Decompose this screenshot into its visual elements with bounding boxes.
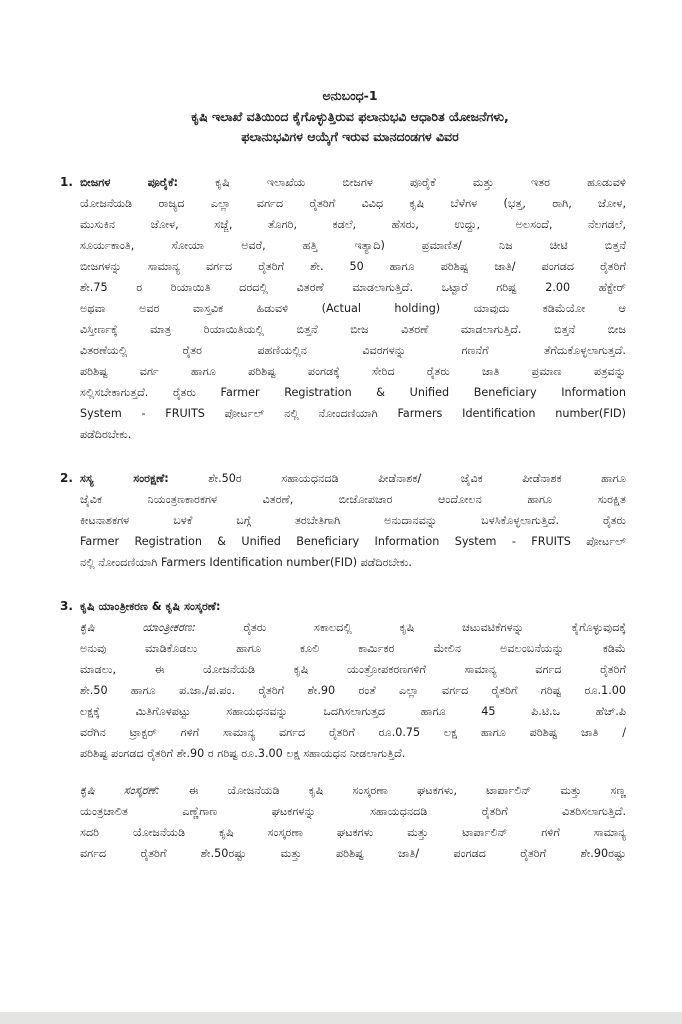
section-2-line: Farmer Registration & Unified Beneficiary Information System - FRUITS ಪೋರ್ಟಲ್ xyxy=(80,535,626,548)
section-3-para-1-line: ಅನುವು ಮಾಡಿಕೊಡಲು ಹಾಗೂ ಕೂಲಿ ಕಾರ್ಮಿಕರ ಮೇಲಿನ ಅವಲಂಬನೆಯನ್ನು ಕಡಿಮೆ xyxy=(80,642,626,655)
section-1-line: ಸಲ್ಲಿಸಬೇಕಾಗುತ್ತದೆ. ರೈತರು Farmer Registration & Unified Beneficiary Information xyxy=(80,386,626,399)
section-3-para-1-line: ಲಕ್ಷಕ್ಕೆ ಮಿತಿಗೊಳಪಟ್ಟು ಸಹಾಯಧನವನ್ನು ಒದಗಿಸಲಾಗುತ್ತದ ಹಾಗೂ 45 ಪಿ.ಟಿ.ಒ ಹೆಚ್.ಪಿ xyxy=(80,705,626,718)
section-2-line: ನಲ್ಲಿ ನೋಂದಣಿಯಾಗಿ Farmers Identification number(FID) ಪಡೆದಿರಬೇಕು. xyxy=(80,556,412,569)
processing-label: ಕೃಷಿ ಸಂಸ್ಕರಣೆ: xyxy=(80,784,160,797)
section-1-line: ಪರಿಶಿಷ್ಟ ವರ್ಗ ಹಾಗೂ ಪರಿಶಿಷ್ಟ ಪಂಗಡಕ್ಕೆ ಸೇರಿದ ರೈತರು ಜಾತಿ ಪ್ರಮಾಣ ಪತ್ರವನ್ನು xyxy=(80,365,626,378)
section-3-para-2-line: ಸದರಿ ಯೋಜನೆಯಡಿ ಕೃಷಿ ಸಂಸ್ಕರಣಾ ಘಟಕಗಳು ಮತ್ತು ಟಾರ್ಪಾಲಿನ್ ಗಳಿಗೆ ಸಾಮಾನ್ಯ xyxy=(80,826,626,839)
section-1-line: ಸೂರ್ಯಕಾಂತಿ, ಸೋಯಾ ಅವರೆ, ಹತ್ತಿ ಇತ್ಯಾದಿ) ಪ್ರಮಾಣಿತ/ ನಿಜ ಚೀಟಿ ಬಿತ್ತನೆ xyxy=(80,239,626,252)
section-3-para-1-line: ಕೃಷಿ ಯಾಂತ್ರೀಕರಣ: ರೈತರು ಸಕಾಲದಲ್ಲಿ ಕೃಷಿ ಚಟುವಟಿಕೆಗಳನ್ನು ಕೈಗೊಳ್ಳುವುದಕ್ಕೆ xyxy=(80,621,626,634)
section-3-title: ಕೃಷಿ ಯಾಂತ್ರೀಕರಣ & ಕೃಷಿ ಸಂಸ್ಕರಣೆ: xyxy=(80,600,221,613)
section-1-line: ವಿಸ್ತೀರ್ಣಕ್ಕೆ ಮಾತ್ರ ರಿಯಾಯಿತಿಯಲ್ಲಿ ಬಿತ್ತನೆ ಬೀಜ ವಿತರಣೆ ಮಾಡಲಾಗುತ್ತಿದೆ. ಬಿತ್ತನೆ ಬೀಜ xyxy=(80,323,626,336)
section-1-line: ಮುಸುಕಿನ ಜೋಳ, ಸಜ್ಜೆ, ತೊಗರಿ, ಕಡಲೆ, ಹೆಸರು, ಉದ್ದು, ಅಲಸಂದೆ, ನೆಲಗಡಲೆ, xyxy=(80,218,626,231)
section-1-line: System - FRUITS ಪೋರ್ಟಲ್ ನಲ್ಲಿ ನೋಂದಣಿಯಾಗಿ Farmers Identification number(FID) xyxy=(80,407,626,420)
section-1-line: ಪಡೆದಿರಬೇಕು. xyxy=(80,428,132,441)
section-2-number: 2. xyxy=(60,471,73,485)
section-3-number: 3. xyxy=(60,599,73,613)
section-3-para-1-line: ವರೆಗಿನ ಟ್ರಾಕ್ಟರ್ ಗಳಿಗೆ ಸಾಮಾನ್ಯ ವರ್ಗದ ರೈತರಿಗೆ ರೂ.0.75 ಲಕ್ಷ ಹಾಗೂ ಪರಿಶಿಷ್ಟ ಜಾತಿ / xyxy=(80,726,626,739)
mechanization-label: ಕೃಷಿ ಯಾಂತ್ರೀಕರಣ: xyxy=(80,621,196,634)
section-1-line: ಬೀಜಗಳ ಪೂರೈಕೆ: ಕೃಷಿ ಇಲಾಖೆಯ ಬೀಜಗಳ ಪೂರೈಕೆ ಮತ್ತು ಇತರ ಹೂಡುವಳಿ xyxy=(80,176,626,189)
document-title-line-2: ಫಲಾನುಭವಿಗಳ ಆಯ್ಕೆಗೆ ಇರುವ ಮಾನದಂಡಗಳ ವಿವರ xyxy=(241,129,459,144)
section-3-para-2-line: ವರ್ಗದ ರೈತರಿಗೆ ಶೇ.50ರಷ್ಟು ಮತ್ತು ಪರಿಶಿಷ್ಟ ಜಾತಿ/ ಪಂಗಡದ ರೈತರಿಗೆ ಶೇ.90ರಷ್ಟು xyxy=(80,847,626,860)
section-2-title: ಸಸ್ಯ ಸಂರಕ್ಷಣೆ: xyxy=(80,472,169,485)
section-2-line: ಕೀಟನಾಶಕಗಳ ಬಳಕೆ ಬಗ್ಗೆ ತರಬೇತಿಗಾಗಿ ಅನುದಾನವನ್ನು ಬಳಸಿಕೊಳ್ಳಲಾಗುತ್ತಿದೆ. ರೈತರು xyxy=(80,514,626,527)
page-bottom-edge xyxy=(0,1012,682,1024)
section-1-line: ಬೀಜಗಳನ್ನು ಸಾಮಾನ್ಯ ವರ್ಗದ ರೈತರಿಗೆ ಶೇ. 50 ಹಾಗೂ ಪರಿಶಿಷ್ಟ ಜಾತಿ/ ಪಂಗಡದ ರೈತರಿಗೆ xyxy=(80,260,626,273)
section-3-para-2-line: ಯಂತ್ರಚಾಲಿತ ಎಣ್ಣೆಗಾಣ ಘಟಕಗಳನ್ನು ಸಹಾಯಧನದಡಿ ರೈತರಿಗೆ ವಿತರಿಸಲಾಗುತ್ತಿದೆ. xyxy=(80,805,626,818)
section-3-para-1-line: ಪರಿಶಿಷ್ಟ ಪಂಗಡದ ರೈತರಿಗೆ ಶೇ.90 ರ ಗರಿಷ್ಟ ರೂ.3.00 ಲಕ್ಷ ಸಹಾಯಧನ ನೀಡಲಾಗುತ್ತಿದೆ. xyxy=(80,747,406,760)
section-2-line: ಸಸ್ಯ ಸಂರಕ್ಷಣೆ: ಶೇ.50ರ ಸಹಾಯಧನದಡಿ ಪೀಡೆನಾಶಕ/ ಜೈವಿಕ ಪೀಡೆನಾಶಕ ಹಾಗೂ xyxy=(80,472,626,485)
section-3-para-1-line: ಶೇ.50 ಹಾಗೂ ಪ.ಜಾ./ಪ.ಪಂ. ರೈತರಿಗೆ ಶೇ.90 ರಂತೆ ಎಲ್ಲಾ ವರ್ಗದ ರೈತರಿಗೆ ಗರಿಷ್ಟ ರೂ.1.00 xyxy=(80,684,626,697)
section-1-line: ಶೇ.75 ರ ರಿಯಾಯಿತಿ ದರದಲ್ಲಿ ವಿತರಣೆ ಮಾಡಲಾಗುತ್ತಿದೆ. ಒಟ್ಟಾರೆ ಗರಿಷ್ಟ 2.00 ಹೆಕ್ಟೇರ್ xyxy=(80,281,626,294)
section-1-line: ಯೋಜನೆಯಡಿ ರಾಜ್ಯದ ಎಲ್ಲಾ ವರ್ಗದ ರೈತರಿಗೆ ವಿವಿಧ ಕೃಷಿ ಬೆಳೆಗಳ (ಭತ್ತ, ರಾಗಿ, ಜೋಳ, xyxy=(80,197,626,210)
section-2-line: ಜೈವಿಕ ನಿಯಂತ್ರಣಕಾರಕಗಳ ವಿತರಣೆ, ಬೀಜೋಪಚಾರ ಆಂದೋಲನ ಹಾಗೂ ಸುರಕ್ಷಿತ xyxy=(80,493,626,506)
section-1-title: ಬೀಜಗಳ ಪೂರೈಕೆ: xyxy=(80,176,179,189)
section-3-para-1-line: ಮಾಡಲು, ಈ ಯೋಜನೆಯಡಿ ಕೃಷಿ ಯಂತ್ರೋಪಕರಣಗಳಿಗೆ ಸಾಮಾನ್ಯ ವರ್ಗದ ರೈತರಿಗೆ xyxy=(80,663,626,676)
section-3-para-2-line: ಕೃಷಿ ಸಂಸ್ಕರಣೆ: ಈ ಯೋಜನೆಯಡಿ ಕೃಷಿ ಸಂಸ್ಕರಣಾ ಘಟಕಗಳು, ಟಾರ್ಪಾಲಿನ್ ಮತ್ತು ಸಣ್ಣ xyxy=(80,784,626,797)
document-title-line-1: ಕೃಷಿ ಇಲಾಖೆ ವತಿಯಿಂದ ಕೈಗೊಳ್ಳುತ್ತಿರುವ ಫಲಾನುಭವಿ ಆಧಾರಿತ ಯೋಜನೆಗಳು, xyxy=(191,109,509,124)
annexure-title: ಅನುಬಂಧ-1 xyxy=(322,88,378,103)
section-1-line: ಅಥವಾ ಅವರ ವಾಸ್ತವಿಕ ಹಿಡುವಳಿ (Actual holding) ಯಾವುದು ಕಡಿಮೆಯೋ ಆ xyxy=(80,302,626,315)
section-1-number: 1. xyxy=(60,175,73,189)
section-1-line: ವಿತರಣೆಯಲ್ಲಿ ರೈತರ ಪಹಣಿಯಲ್ಲಿನ ವಿವರಗಳನ್ನು ಗಣನೆಗೆ ತೆಗೆದುಕೊಳ್ಳಲಾಗುತ್ತದೆ. xyxy=(80,344,626,357)
